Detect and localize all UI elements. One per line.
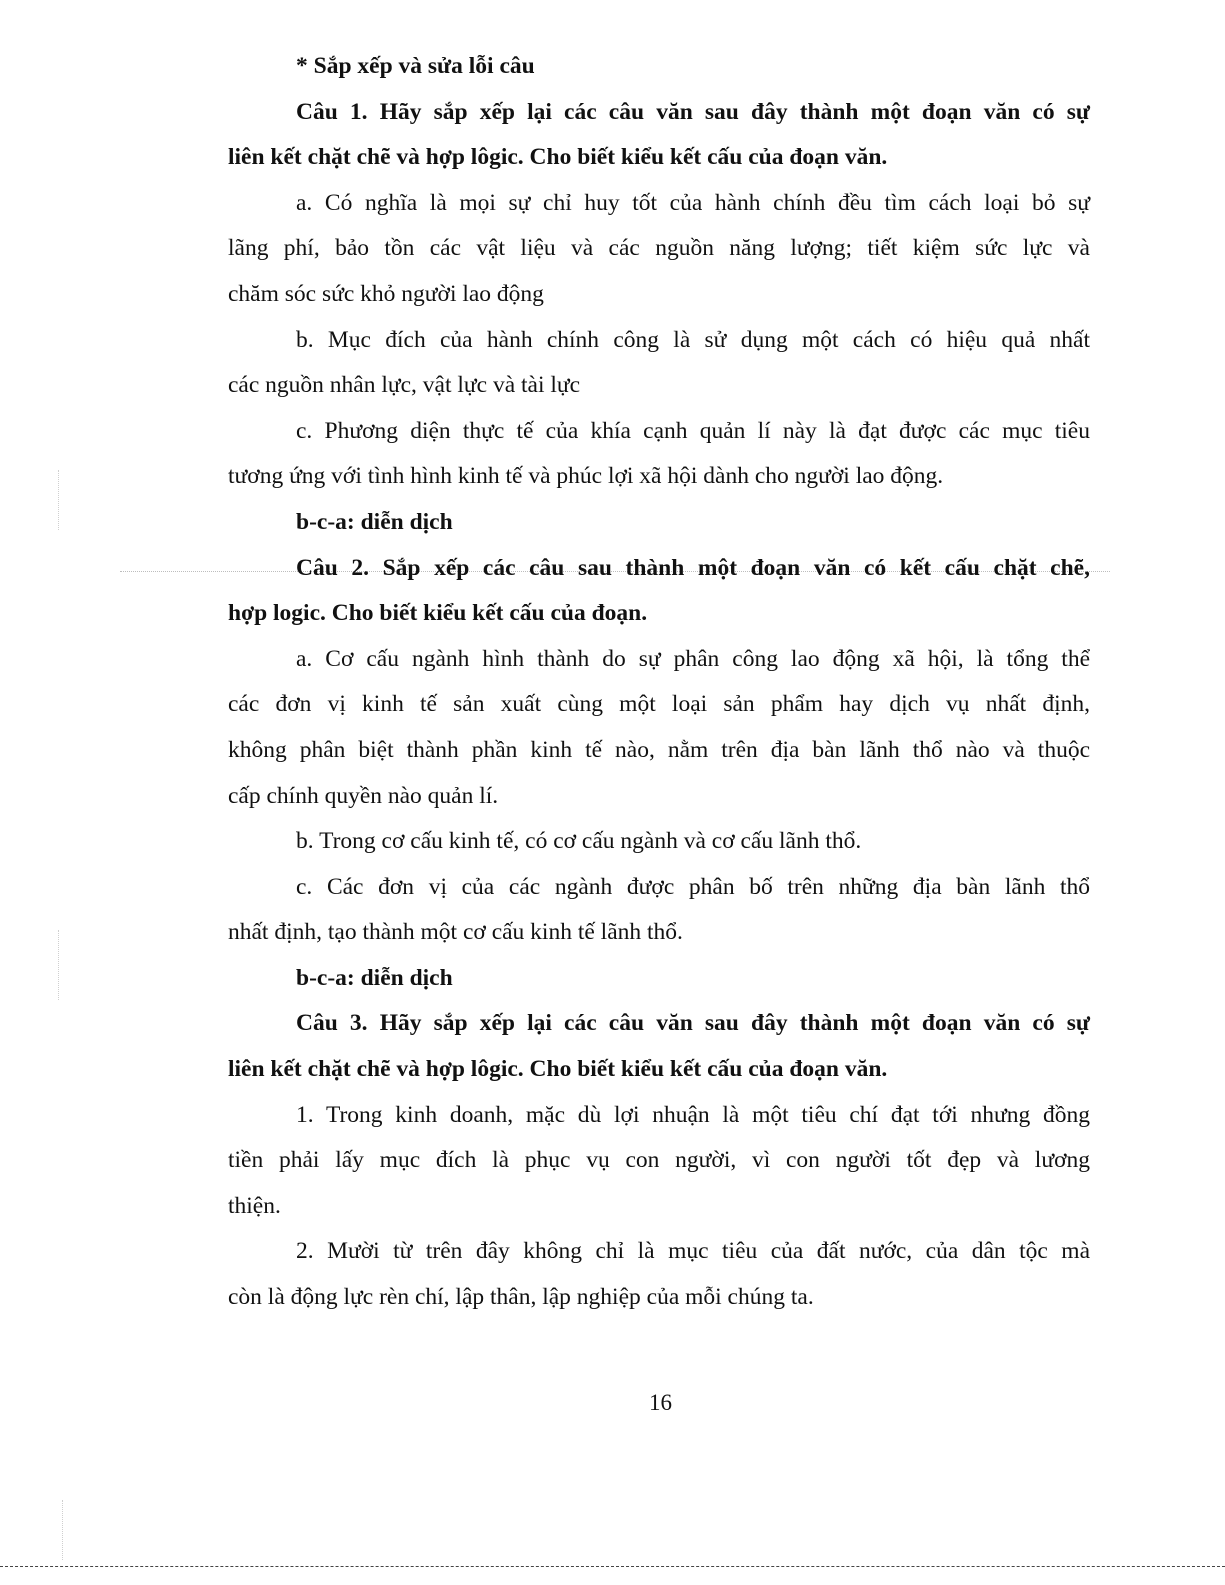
section-heading: * Sắp xếp và sửa lỗi câu	[296, 53, 535, 79]
answer-line: b-c-a: diễn dịch	[296, 964, 453, 991]
page-bottom-edge	[0, 1566, 1225, 1567]
question-item	[228, 865, 1090, 956]
item-line: tiền phải lấy mục đích là phục vụ con người, vì con người tốt đẹp và lương	[228, 1147, 1090, 1174]
scan-artifact-vline	[62, 1500, 63, 1560]
scan-artifact-vline	[58, 470, 59, 530]
item-line: nhất định, tạo thành một cơ cấu kinh tế lãnh thổ.	[228, 919, 683, 946]
question-title-line: Câu 2. Sắp xếp các câu sau thành một đoạn văn có kết cấu chặt chẽ,	[296, 554, 1090, 581]
question-item	[228, 1093, 1090, 1230]
item-line: b. Mục đích của hành chính công là sử dụng một cách có hiệu quả nhất	[296, 326, 1090, 353]
item-line: c. Các đơn vị của các ngành được phân bố trên những địa bàn lãnh thổ	[296, 873, 1090, 900]
item-line: còn là động lực rèn chí, lập thân, lập nghiệp của mỗi chúng ta.	[228, 1284, 814, 1311]
question-title-line: liên kết chặt chẽ và hợp lôgic. Cho biết kiểu kết cấu của đoạn văn.	[228, 144, 888, 171]
question-title-line: Câu 1. Hãy sắp xếp lại các câu văn sau đây thành một đoạn văn có sự	[296, 98, 1090, 125]
item-line: a. Cơ cấu ngành hình thành do sự phân công lao động xã hội, là tổng thể	[296, 645, 1090, 672]
item-line: chăm sóc sức khỏ người lao động	[228, 280, 544, 307]
item-line: 2. Mười từ trên đây không chỉ là mục tiêu của đất nước, của dân tộc mà	[296, 1238, 1090, 1265]
item-line: c. Phương diện thực tế của khía cạnh quản lí này là đạt được các mục tiêu	[296, 417, 1090, 444]
item-line: không phân biệt thành phần kinh tế nào, nằm trên địa bàn lãnh thổ nào và thuộc	[228, 736, 1090, 763]
question-item	[228, 637, 1090, 819]
document-body	[228, 44, 1090, 1321]
item-line: thiện.	[228, 1192, 281, 1219]
item-line: các đơn vị kinh tế sản xuất cùng một loại sản phẩm hay dịch vụ nhất định,	[228, 691, 1090, 718]
item-line: a. Có nghĩa là mọi sự chỉ huy tốt của hành chính đều tìm cách loại bỏ sự	[296, 189, 1090, 216]
item-line: các nguồn nhân lực, vật lực và tài lực	[228, 372, 581, 399]
question-3	[228, 1001, 1090, 1320]
item-line: b. Trong cơ cấu kinh tế, có cơ cấu ngành và cơ cấu lãnh thổ.	[296, 828, 862, 855]
question-2	[228, 546, 1090, 1002]
question-item	[228, 819, 1090, 865]
question-item	[228, 1229, 1090, 1320]
question-title-line: liên kết chặt chẽ và hợp lôgic. Cho biết kiểu kết cấu của đoạn văn.	[228, 1056, 888, 1083]
question-title-line: Câu 3. Hãy sắp xếp lại các câu văn sau đây thành một đoạn văn có sự	[296, 1010, 1090, 1037]
answer-line: b-c-a: diễn dịch	[296, 508, 453, 535]
question-item	[228, 409, 1090, 500]
question-1	[228, 90, 1090, 546]
scan-artifact-vline	[58, 930, 59, 1000]
question-title-line: hợp logic. Cho biết kiểu kết cấu của đoạn.	[228, 600, 648, 627]
item-line: cấp chính quyền nào quản lí.	[228, 782, 499, 809]
item-line: 1. Trong kinh doanh, mặc dù lợi nhuận là một tiêu chí đạt tới nhưng đồng	[296, 1101, 1090, 1128]
page-number: 16	[649, 1390, 672, 1415]
item-line: lãng phí, bảo tồn các vật liệu và các nguồn năng lượng; tiết kiệm sức lực và	[228, 235, 1090, 262]
question-item	[228, 318, 1090, 409]
question-item	[228, 181, 1090, 318]
item-line: tương ứng với tình hình kinh tế và phúc lợi xã hội dành cho người lao động.	[228, 463, 944, 490]
